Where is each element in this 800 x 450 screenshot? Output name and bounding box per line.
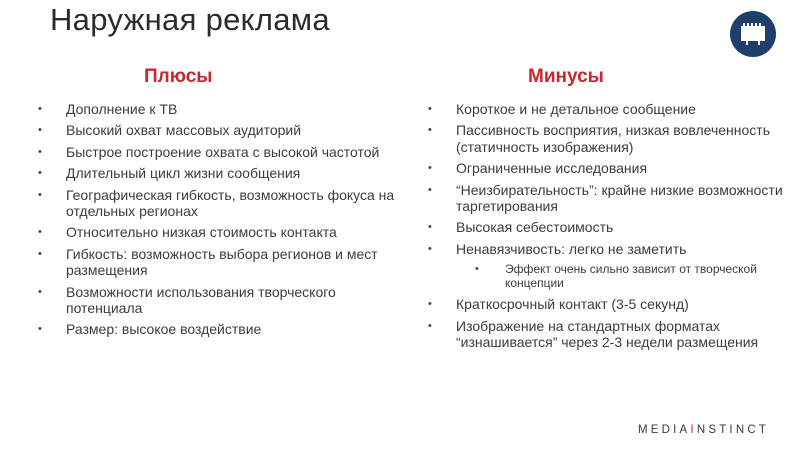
pros-item	[35, 165, 395, 181]
bullet: •	[428, 242, 432, 255]
cons-item-text: Ненавязчивость: легко не заметить	[456, 240, 687, 257]
bullet: •	[428, 298, 432, 311]
cons-item	[425, 219, 785, 235]
pros-item	[35, 321, 395, 337]
pros-item-text: Гибкость: возможность выбора регионов и мест размещения	[66, 245, 378, 279]
cons-list	[425, 101, 785, 355]
pros-item-text: Дополнение к ТВ	[66, 101, 178, 117]
bullet: •	[38, 188, 42, 201]
pros-list	[35, 101, 395, 343]
cons-item	[425, 160, 785, 176]
pros-item-text: Размер: высокое воздействие	[66, 321, 262, 338]
bullet: •	[428, 162, 432, 175]
cons-heading: Минусы	[528, 66, 604, 87]
pros-item-text: Высокий охват массовых аудиторий	[66, 122, 302, 139]
bullet: •	[428, 103, 432, 115]
cons-subitem	[425, 262, 785, 290]
cons-item-text: Короткое и не детальное сообщение	[456, 101, 696, 117]
pros-item	[35, 101, 395, 117]
bullet: •	[428, 319, 432, 332]
bullet: •	[38, 167, 42, 180]
bullet: •	[38, 103, 42, 115]
brand-part: NSTINCT	[696, 424, 770, 436]
pros-item-text: Длительный цикл жизни сообщения	[66, 165, 301, 182]
cons-item-text: Ограниченные исследования	[456, 160, 648, 177]
pros-heading: Плюсы	[144, 66, 213, 87]
bullet: •	[38, 226, 42, 239]
bullet: •	[428, 124, 432, 137]
bullet: •	[38, 323, 42, 336]
pros-item-text: Возможности использования творческого потенциала	[66, 283, 336, 317]
pros-item-text: Относительно низкая стоимость контакта	[66, 224, 337, 241]
pros-item-text: Быстрое построение охвата с высокой частотой	[66, 143, 380, 160]
pros-item	[35, 246, 395, 279]
brand-accent: I	[690, 424, 697, 436]
pros-item	[35, 284, 395, 317]
cons-subitem-text: Эффект очень сильно зависит от творческой концепции	[505, 262, 757, 291]
bullet: •	[38, 285, 42, 298]
pros-item	[35, 122, 395, 138]
pros-item	[35, 187, 395, 220]
pros-item-text: Географическая гибкость, возможность фокуса на отдельных регионах	[66, 186, 395, 220]
cons-item	[425, 296, 785, 312]
bullet: •	[475, 263, 479, 276]
bullet: •	[38, 247, 42, 260]
brand-logo	[638, 424, 769, 436]
bullet: •	[428, 221, 432, 234]
cons-item-text: Пассивность восприятия, низкая вовлеченность (статичность изображения)	[456, 122, 771, 155]
bullet: •	[428, 183, 432, 196]
brand-part: MEDIA	[638, 424, 691, 436]
cons-item	[425, 241, 785, 257]
cons-item	[425, 122, 785, 155]
bullet: •	[38, 124, 42, 137]
pros-item	[35, 224, 395, 240]
cons-item-text: Изображение на стандартных форматах “изнашивается” через 2-3 недели размещения	[456, 317, 759, 351]
cons-item	[425, 182, 785, 215]
page-title: Наружная реклама	[50, 2, 330, 37]
bullet: •	[38, 145, 42, 158]
cons-item-text: “Неизбирательность”: крайне низкие возможности таргетирования	[456, 181, 783, 215]
billboard-icon	[730, 11, 776, 57]
pros-item	[35, 144, 395, 160]
cons-item	[425, 101, 785, 117]
cons-item-text: Краткосрочный контакт (3-5 секунд)	[456, 296, 689, 313]
cons-item	[425, 318, 785, 351]
cons-item-text: Высокая себестоимость	[456, 219, 614, 236]
